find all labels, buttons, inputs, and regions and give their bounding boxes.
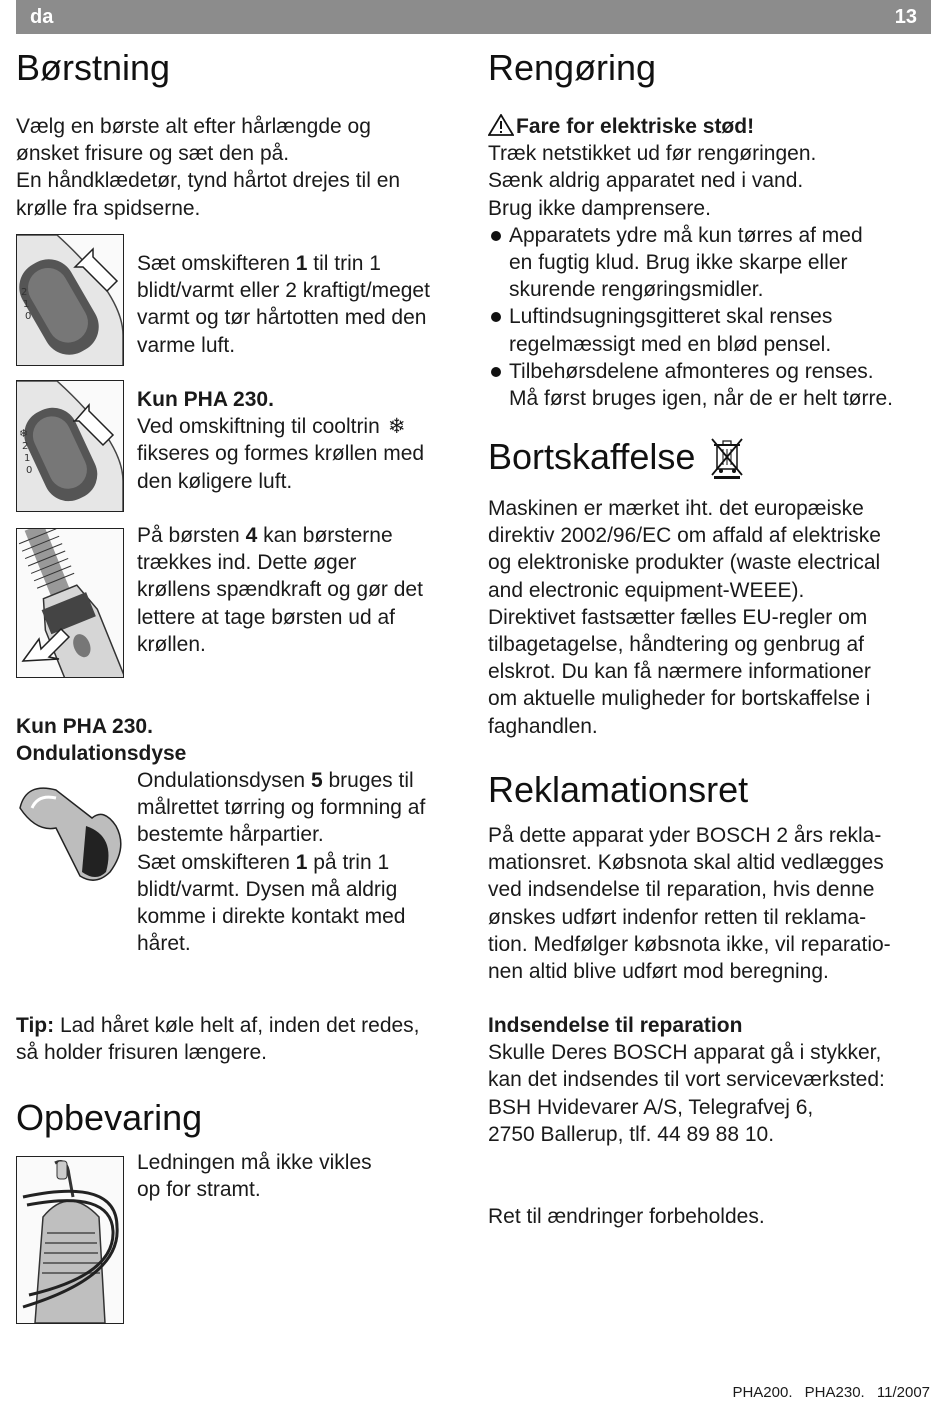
bullet-line: regelmæssigt med en blød pensel. bbox=[509, 332, 832, 356]
page-footer bbox=[724, 1384, 930, 1401]
footer-date: 11/2007 bbox=[876, 1384, 930, 1401]
disposal-line: direktiv 2002/96/EC om affald af elektriske bbox=[488, 524, 881, 548]
step1-line: blidt/varmt eller 2 kraftigt/meget bbox=[137, 279, 430, 303]
warranty-line: nen altid blive udført mod beregning. bbox=[488, 960, 829, 984]
tip-label: Tip: bbox=[16, 1014, 55, 1037]
cool-switch-figure bbox=[16, 380, 124, 512]
switch-label-2: 2 bbox=[21, 287, 28, 298]
repair-block bbox=[488, 1012, 933, 1148]
repair-line: BSH Hvidevarer A/S, Telegrafvej 6, bbox=[488, 1095, 814, 1119]
footer-model: PHA230. bbox=[804, 1384, 865, 1401]
snowflake-icon: ❄ bbox=[19, 427, 29, 440]
repair-heading: Indsendelse til reparation bbox=[488, 1014, 743, 1037]
cleaning-line: Træk netstikket ud før rengøringen. bbox=[488, 142, 817, 166]
brush-figure bbox=[16, 528, 124, 678]
bullet-line: Luftindsugningsgitteret skal renses bbox=[509, 305, 833, 329]
warranty-line: ved indsendelse til reparation, hvis denne bbox=[488, 878, 875, 902]
step2-text bbox=[137, 386, 467, 495]
cleaning-title: Rengøring bbox=[488, 47, 657, 88]
nozzle-switch-number: 1 bbox=[295, 850, 308, 874]
nozzle-heading-title: Ondulationsdyse bbox=[16, 742, 187, 766]
nozzle-line: på trin 1 bbox=[307, 850, 390, 874]
brushing-intro-line: Vælg en børste alt efter hårlængde og bbox=[16, 115, 371, 138]
switch-figure bbox=[16, 234, 124, 366]
nozzle-line: Sæt omskifteren bbox=[137, 850, 296, 874]
step1-line: varmt og tør hårtotten med den bbox=[137, 306, 427, 330]
bullet-line: Tilbehørsdelene afmonteres og renses. bbox=[509, 359, 874, 383]
step1-switch-number: 1 bbox=[295, 252, 308, 275]
warranty-line: mationsret. Købsnota skal altid vedlægges bbox=[488, 851, 884, 875]
list-item bbox=[488, 358, 933, 412]
storage-line: Ledningen må ikke vikles bbox=[137, 1151, 372, 1174]
tip-block bbox=[16, 1012, 466, 1066]
brushing-intro bbox=[16, 113, 400, 222]
nozzle-line: blidt/varmt. Dysen må aldrig bbox=[137, 877, 398, 901]
step3-brush-number: 4 bbox=[245, 524, 258, 547]
step3-line: krøllen. bbox=[137, 632, 206, 656]
switch-label-2: 2 bbox=[22, 441, 29, 452]
disposal-heading bbox=[488, 437, 744, 484]
repair-line: 2750 Ballerup, tlf. 44 89 88 10. bbox=[488, 1122, 775, 1146]
storage-title: Opbevaring bbox=[16, 1097, 203, 1138]
step1-line: til trin 1 bbox=[307, 252, 381, 275]
bullet-line: skurende rengøringsmidler. bbox=[509, 278, 764, 302]
bullet-line: en fugtig klud. Brug ikke skarpe eller bbox=[509, 251, 848, 275]
list-item bbox=[488, 222, 933, 304]
cleaning-bullets bbox=[488, 222, 933, 412]
disposal-line: om aktuelle muligheder for bortskaffelse i bbox=[488, 687, 871, 711]
snowflake-icon: ❄ bbox=[387, 415, 406, 439]
tip-line: Lad håret køle helt af, inden det redes, bbox=[54, 1014, 420, 1037]
nozzle-text bbox=[137, 767, 467, 957]
nozzle-heading bbox=[16, 713, 186, 767]
step3-line: På børsten bbox=[137, 524, 246, 547]
nozzle-line: bestemte hårpartier. bbox=[137, 823, 324, 847]
step2-line: Ved omskiftning til cooltrin bbox=[137, 415, 380, 439]
page-number: 13 bbox=[894, 6, 917, 28]
repair-line: Skulle Deres BOSCH apparat gå i stykker, bbox=[488, 1041, 882, 1065]
disposal-body bbox=[488, 495, 933, 740]
step1-line: varme luft. bbox=[137, 333, 236, 357]
warranty-title: Reklamationsret bbox=[488, 769, 749, 810]
step3-line: trækkes ind. Dette øger bbox=[137, 551, 357, 575]
cleaning-line: Brug ikke damprensere. bbox=[488, 196, 711, 220]
step3-line: lettere at tage børsten ud af bbox=[137, 605, 395, 629]
tip-line: så holder frisuren længere. bbox=[16, 1041, 267, 1065]
switch-label-0: 0 bbox=[25, 311, 32, 322]
cleaning-line: Sænk aldrig apparatet ned i vand. bbox=[488, 169, 804, 193]
step3-text bbox=[137, 522, 467, 658]
warranty-body bbox=[488, 822, 933, 985]
step1-text bbox=[137, 250, 467, 359]
nozzle-heading-model: Kun PHA 230. bbox=[16, 715, 153, 738]
nozzle-line: håret. bbox=[137, 932, 191, 956]
warranty-line: På dette apparat yder BOSCH 2 års rekla- bbox=[488, 824, 882, 847]
disposal-title: Bortskaffelse bbox=[488, 436, 696, 477]
nozzle-line: målrettet tørring og formning af bbox=[137, 796, 426, 820]
footer-model: PHA200. bbox=[732, 1384, 793, 1401]
warranty-line: ønskes udført indenfor retten til reklama- bbox=[488, 905, 867, 929]
warranty-line: tion. Medfølger købsnota ikke, vil reparatio- bbox=[488, 932, 891, 956]
step3-line: krøllens spændkraft og gør det bbox=[137, 578, 423, 602]
step1-line: Sæt omskifteren bbox=[137, 252, 296, 275]
warning-text: Fare for elektriske stød! bbox=[516, 115, 755, 138]
brushing-intro-line: En håndklædetør, tynd hårtot drejes til en bbox=[16, 169, 401, 193]
disposal-line: tilbagetagelse, håndtering og genbrug af bbox=[488, 633, 864, 657]
brushing-intro-line: krølle fra spidserne. bbox=[16, 196, 201, 220]
step2-line: fikseres og formes krøllen med bbox=[137, 442, 425, 466]
reservation-note: Ret til ændringer forbeholdes. bbox=[488, 1205, 765, 1228]
bullet-line: Apparatets ydre må kun tørres af med bbox=[509, 223, 863, 247]
nozzle-line: bruges til bbox=[322, 769, 414, 792]
page-header bbox=[16, 0, 931, 34]
brushing-intro-line: ønsket frisure og sæt den på. bbox=[16, 142, 290, 166]
storage-line: op for stramt. bbox=[137, 1178, 261, 1202]
switch-label-1: 1 bbox=[24, 453, 31, 464]
weee-bin-icon bbox=[710, 437, 744, 484]
disposal-line: elskrot. Du kan få nærmere informationer bbox=[488, 660, 871, 684]
nozzle-figure bbox=[16, 768, 128, 888]
nozzle-line: komme i direkte kontakt med bbox=[137, 905, 406, 929]
bullet-line: Må først bruges igen, når de er helt tørre. bbox=[509, 387, 893, 411]
warning-triangle-icon bbox=[488, 113, 516, 140]
cleaning-body bbox=[488, 113, 933, 412]
disposal-line: Direktivet fastsætter fælles EU-regler om bbox=[488, 605, 868, 629]
disposal-line: Maskinen er mærket iht. det europæiske bbox=[488, 497, 864, 520]
nozzle-line: Ondulationsdysen bbox=[137, 769, 311, 792]
disposal-line: og elektroniske produkter (waste electrical bbox=[488, 551, 881, 575]
step3-line: kan børsterne bbox=[257, 524, 393, 547]
language-code: da bbox=[30, 6, 54, 28]
switch-label-0: 0 bbox=[26, 465, 33, 476]
nozzle-number: 5 bbox=[310, 769, 323, 792]
storage-figure bbox=[16, 1156, 124, 1324]
disposal-line: faghandlen. bbox=[488, 714, 598, 738]
repair-line: kan det indsendes til vort serviceværksted: bbox=[488, 1068, 885, 1092]
disposal-line: and electronic equipment-WEEE). bbox=[488, 578, 805, 602]
list-item bbox=[488, 303, 933, 357]
switch-label-1: 1 bbox=[23, 299, 30, 310]
storage-text bbox=[137, 1149, 467, 1203]
step2-line: den køligere luft. bbox=[137, 469, 293, 493]
step2-heading: Kun PHA 230. bbox=[137, 388, 274, 411]
brushing-title: Børstning bbox=[16, 47, 171, 88]
